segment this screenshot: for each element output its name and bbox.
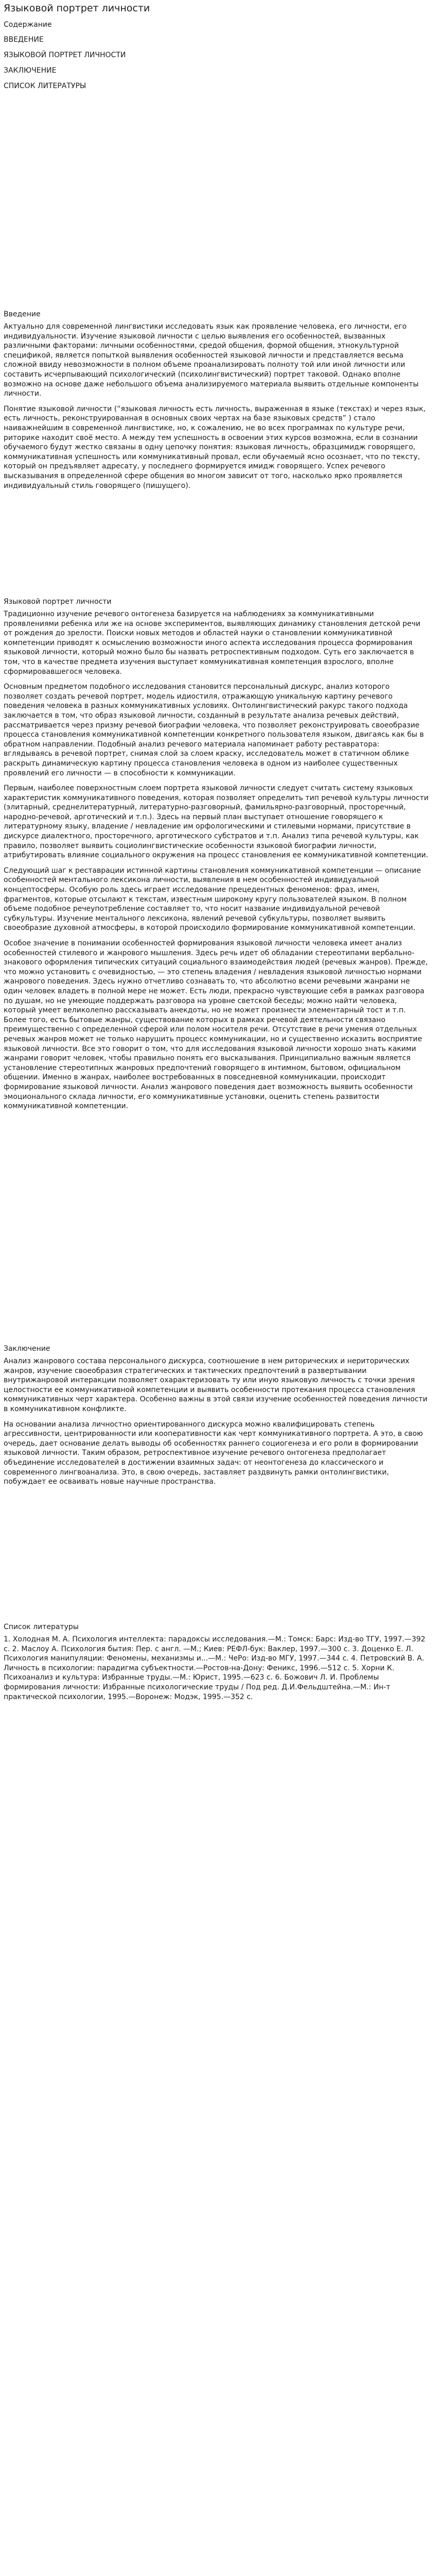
toc-item-references[interactable]: СПИСОК ЛИТЕРАТУРЫ (4, 82, 86, 90)
paragraph: Основным предметом подобного исследования становится персональный дискурс, анализ которого позволяет создать речевой портрет, модель идиостиля, отражающую уникальную картину речевого поведения человека в разных коммуникативных условиях. Онтолингвистический ракурс такого подхода заключается в том, что образ языковой личности, созданный в результате анализа речевых действий, рассматривается через призму речевой биографии человека, что позволяет реконструировать своеобразие процесса становления коммуникативной компетенции конкретного пользователя языком, двигаясь как бы в обратном направлении. Подобный анализ речевого материала напоминает работу реставратора: вглядываясь в речевой портрет, снимая слой за слоем краску, исследователь может в статичном облике раскрыть динамическую картину процесса становления человека в одном из наиболее существенных проявлений его личности — в способности к коммуникации. (4, 683, 424, 777)
introduction-section (4, 309, 429, 496)
paragraph: Понятие языковой личности (“языковая личность есть личность, выраженная в языке (текстах) и через язык, есть личность, реконструированная в основных своих чертах на базе языковых средств” ) стало наиважнейшим в современной лингвистике, но, к сожалению, не во всех программах по культуре речи, риторике находит своё место. А между тем успешность в освоении этих курсов возможна, если в сознании обучаемого будут жестко связаны в одну цепочку понятия: языковая личность, образцимидж говорящего, коммуникативная успешность или коммуникативный провал, если обучаемый ясно осознает, что по тексту, который он предъявляет адресату, у последнего формируется имидж говорящего. Успех речевого высказывания в определенной сфере общения во многом зависит от того, насколько ярко проявляется индивидуальный стиль говорящего (пишущего). (4, 404, 426, 490)
introduction-heading: Введение (4, 310, 41, 318)
paragraph: Первым, наиболее поверхностным слоем портрета языковой личности следует считать систему языковых характеристик коммуникативного поведения, которая позволяет определить тип речевой культуры личности (элитарный, среднелитературный, литературно-разговорный, фамильярно-разговорный, просторечный, народно-речевой, арготический и т.п.). Здесь на первый план выступает отношение говорящего к литературному языку, владение / невладение им орфологическими и стилевыми нормами, присутствие в дискурсе диалектного, просторечного, арготического субстратов и т.п. Анализ типа речевой культуры, как правило, позволяет выявить социолингвистические особенности языковой биографии личности, атрибутировать влияние социального окружения на процесс становления ее коммуникативной компетенции. (4, 784, 429, 860)
portrait-section (4, 597, 429, 1117)
portrait-heading: Языковой портрет личности (4, 598, 112, 606)
paragraph: Актуально для современной лингвистики исследовать язык как проявление человека, его личности, его индивидуальности. Изучение языковой личности с целью выявления его особенностей, вызванных различными факторами: личными особенностями, средой общения, формой общения, этнокультурной спецификой, является попыткой выявления особенностей языковой личности и представляется весьма сложной ввиду невозможности в полном объеме проанализировать полноту той или иной личности или составить исчерпывающий психологический (психолингвистический) портрет таковой. Однако вполне возможно на основе даже небольшого объема анализируемого материала выявить отдельные компоненты личности. (4, 323, 419, 398)
toc-item-portrait[interactable]: ЯЗЫКОВОЙ ПОРТРЕТ ЛИЧНОСТИ (4, 51, 126, 59)
conclusion-heading: Заключение (4, 1345, 50, 1353)
paragraph: Анализ жанрового состава персонального дискурса, соотношение в нем риторических и нериторических жанров, изучение своеобразия стратегических и тактических предпочтений в развертывании внутрижанровой интеракции позволяет охарактеризовать ту или иную языковую личность с точки зрения целостности ее коммуникативной компетенции и выявить особенности протекания процесса становления коммуникативных черт характера. Особенно важны в этой связи изучение особенностей поведения личности в коммуникативном конфликте. (4, 1357, 428, 1413)
references-heading: Список литературы (4, 1623, 79, 1631)
toc-heading: Содержание (4, 21, 52, 29)
paragraph: Следующий шаг к реставрации истинной картины становления коммуникативной компетенции — описание особенностей ментального лексикона личности, выявления в нем особенностей индивидуальной концептосферы. Особую роль здесь играет исследование прецедентных феноменов: фраз, имен, фрагментов, которые отсылают к текстам, известным широкому кругу пользователей языком. В полном объеме подобное речеупотребление составляет то, что носит название индивидуальной речевой субкультуры. Изучение ментального лексикона, явлений речевой субкультуры, позволяет выявить своеобразие духовной атмосферы, в которой происходило формирование коммуникативной компетенции. (4, 866, 421, 933)
document-title: Языковой портрет личности (4, 3, 150, 14)
references-list: 1. Холодная М. А. Психология интеллекта: парадоксы исследования.—М.: Томск: Барс: Изд-во ТГУ, 1997.—392 с. 2. Маслоу А. Психология бытия: Пер. с англ. —М.; Киев: РЕФЛ-бук: Ваклер, 1997.—300 с. 3. Доценко Е. Л. Психология манипуляции: Феномены, механизмы и...—М.: ЧеРо: Изд-во МГУ, 1997.—344 с. 4. Петровский В. А. Личность в психологии: парадигма субъектности.—Ростов-на-Дону: Феникс, 1996.—512 с. 5. Хорни К. Психоанализ и культура: Избранные труды.—М.: Юрист, 1995.—623 с. 6. Божович Л. И. Проблемы формирования личности: Избранные психологические труды / Под ред. Д.И.Фельдштейна.—М.: Ин-т практической психологии, 1995.—Воронеж: Модэк, 1995.—352 с. (4, 1635, 426, 1701)
paragraph: Особое значение в понимании особенностей формирования языковой личности человека имеет анализ особенностей стилевого и жанрового мышления. Здесь речь идет об обладании стереотипами вербально-знакового оформления типических ситуаций социального взаимодействия людей (речевых жанров). Прежде, что можно установить с очевидностью, — это степень владения / невладения языковой личностью нормами жанрового поведения. Здесь нужно отчетливо сознавать то, что абсолютно всеми речевыми жанрами не один человек владеть в полной мере не может. Есть люди, прекрасно чувствующие себя в рамках разговора по душам, но не умеющие поддержать разговора на уровне светской беседы; можно найти человека, который умеет великолепно рассказывать анекдоты, но не может произнести элементарный тост и т.п. Более того, есть бытовые жанры, существование которых в рамках речевой деятельности связано преимущественно с определенной сферой или полом носителя речи. Отсутствие в речи умения отдельных речевых жанров может не только нарушить процесс коммуникации, но и существенно исказить восприятие языковой личности. Все это говорит о том, что для исследования языковой личности хорошо знать какими жанрами говорит человек, чтобы правильно понять его высказывания. Принципиально важным является установление стереотипных жанровых предпочтений говорящего в интимном, бытовом, официальном общении. Именно в жанрах, наиболее востребованных в повседневной коммуникации, происходит формирование языковой личности. Анализ жанрового поведения дает возможность выявить особенности эмоционального склада личности, его коммуникативные установки, оценить степень развитости коммуникативной компетенции. (4, 939, 428, 1111)
conclusion-section (4, 1344, 429, 1493)
paragraph: На основании анализа личностно ориентированного дискурса можно квалифицировать степень агрессивности, центрированности или кооперативности как черт коммуникативного портрета. А это, в свою очередь, дает основание делать выводы об особенностях раннего социогенеза и его роли в формировании языковой личности. Таким образом, ретроспективное изучение речевого онтогенеза предполагает объединение исследователей в достижении взаимных задач: от неонтогенеза до классического и современного лингвоанализа. Это, в свою очередь, заставляет раздвинуть рамки онтолингвистики, побуждает ее осваивать новые научные пространства. (4, 1420, 423, 1486)
references-section (4, 1622, 429, 1702)
table-of-contents (4, 20, 432, 91)
toc-item-introduction[interactable]: ВВЕДЕНИЕ (4, 36, 44, 44)
toc-item-conclusion[interactable]: ЗАКЛЮЧЕНИЕ (4, 66, 57, 75)
paragraph: Традиционно изучение речевого онтогенеза базируется на наблюдениях за коммуникативными проявлениями ребенка или же на основе экспериментов, выявляющих динамику становления детской речи от рождения до зрелости. Поиски новых методов и областей науки о становлении коммуникативной компетенции приводят к осмыслению возможности иного аспекта исследования процесса формирования языковой личности, который можно было бы назвать ретроспективным подходом. Суть его заключается в том, что в качестве предмета изучения выступает коммуникативная компетенция взрослого, вполне сформировавшегося человека. (4, 610, 421, 676)
